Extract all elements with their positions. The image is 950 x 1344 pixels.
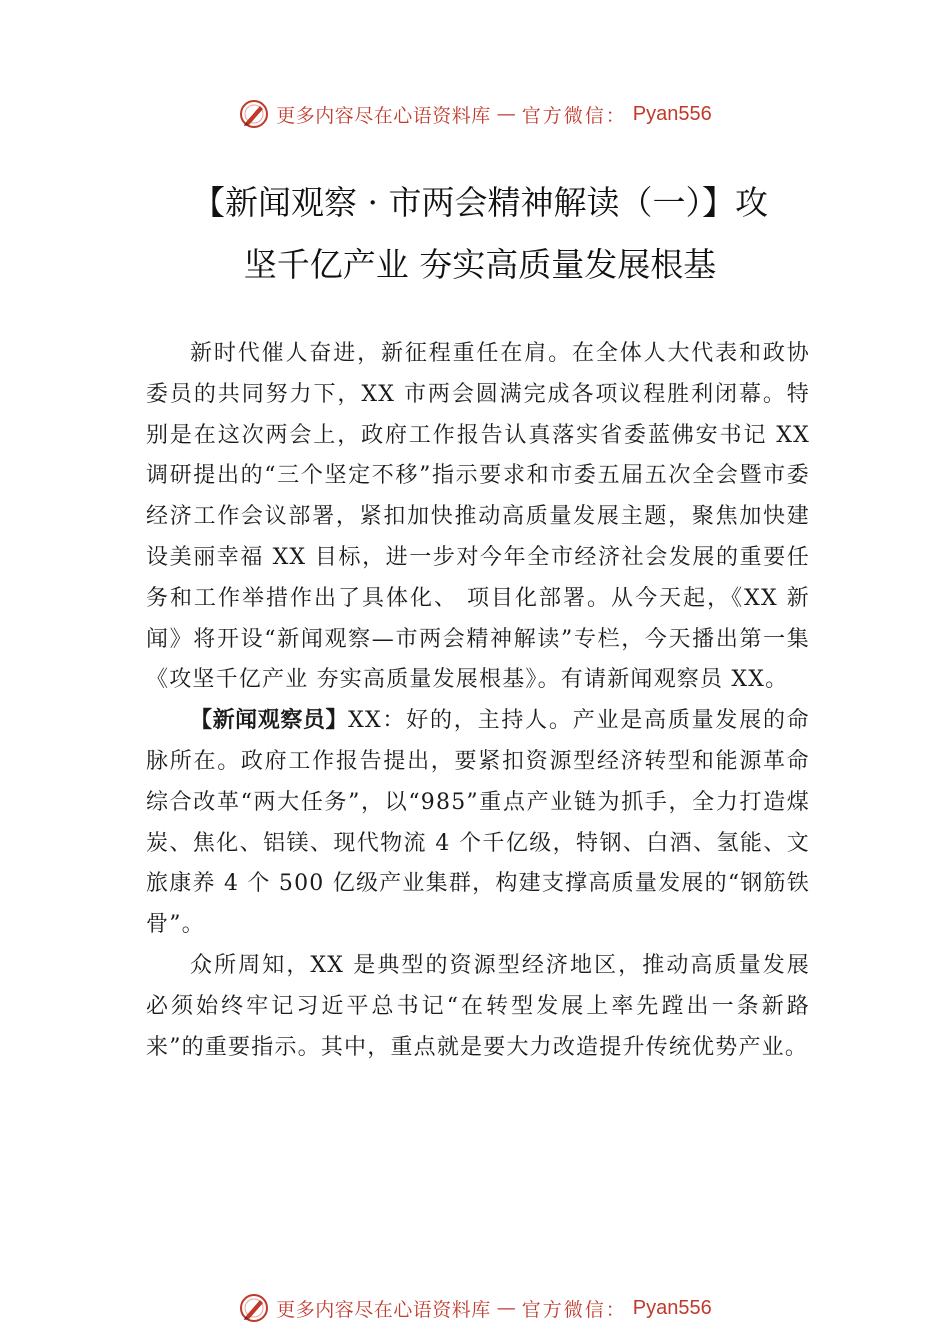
pen-nib-circle-icon (238, 98, 270, 130)
paragraph-text: 新时代催人奋进，新征程重任在肩。在全体人大代表和政协委员的共同努力下，XX 市两会圆满完成各项议程胜利闭幕。特别是在这次两会上，政府工作报告认真落实省委蓝佛安书记 XX 调研提出的“三个坚定不移”指示要求和市委五届五次全会暨市委经济工作会议部署，紧扣加快推动高质量发展主题，聚焦加快建设美丽幸福 XX 目标，进一步对今年全市经济社会发展的重要任务和工作举措作出了具体化、 项目化部署。从今天起，《XX 新闻》将开设“新闻观察—市两会精神解读”专栏，今天播出第一集《攻坚千亿产业 夯实高质量发展根基》。有请新闻观察员 XX。 (146, 341, 810, 693)
header-watermark (0, 94, 950, 134)
title-line-2: 坚千亿产业 夯实高质量发展根基 (243, 245, 717, 284)
article-body (146, 334, 810, 1068)
watermark-text: 更多内容尽在心语资料库 (276, 1298, 491, 1321)
watermark-text: 更多内容尽在心语资料库 (276, 104, 491, 127)
watermark-suffix: 官方微信： (521, 1298, 627, 1321)
paragraph-2 (146, 701, 810, 946)
speaker-label: 【新闻观察员】 (190, 708, 349, 734)
watermark-wechat-id: Pyan556 (632, 1296, 712, 1319)
footer-watermark (0, 1288, 950, 1328)
page-title (150, 172, 810, 296)
watermark-dash: — (496, 103, 516, 125)
paragraph-3 (146, 946, 810, 1068)
paragraph-text: XX：好的，主持人。产业是高质量发展的命脉所在。政府工作报告提出，要紧扣资源型经济转型和能源革命综合改革“两大任务”，以“985”重点产业链为抓手，全力打造煤炭、焦化、铝镁、现代物流 4 个千亿级，特钢、白酒、氢能、文旅康养 4 个 500 亿级产业集群，构建支撑高质量发展的“钢筋铁骨”。 (146, 708, 810, 938)
watermark-wechat-id: Pyan556 (632, 102, 712, 125)
watermark-dash: — (496, 1297, 516, 1319)
pen-nib-circle-icon (238, 1292, 270, 1324)
title-line-1: 【新闻观察 · 市两会精神解读（一）】攻 (192, 183, 768, 222)
paragraph-1 (146, 334, 810, 701)
paragraph-text: 众所周知，XX 是典型的资源型经济地区，推动高质量发展必须始终牢记习近平总书记“在转型发展上率先蹚出一条新路来”的重要指示。其中，重点就是要大力改造提升传统优势产业。 (146, 952, 810, 1060)
watermark-suffix: 官方微信： (521, 104, 627, 127)
